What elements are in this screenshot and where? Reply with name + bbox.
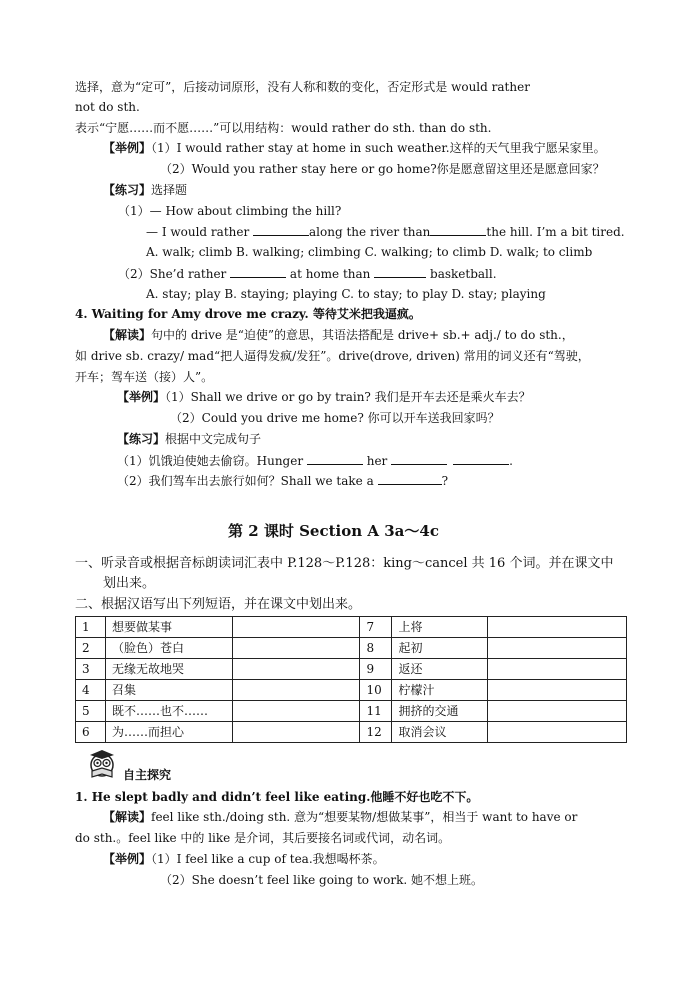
options-line: A. walk; climb B. walking; climbing C. walking; to climb D. walk; to climb bbox=[146, 245, 593, 259]
example-text: （1）Shall we drive or go by train? 我们是开车去还是乘火车去？ bbox=[165, 390, 531, 404]
answer-cell[interactable] bbox=[488, 680, 627, 701]
row-number: 9 bbox=[360, 659, 392, 680]
answer-blank[interactable] bbox=[391, 452, 447, 465]
q-text: （2）我们驾车出去旅行如何？Shall we take a bbox=[117, 474, 378, 488]
row-number: 4 bbox=[76, 680, 106, 701]
lesson-heading: 第 2 课时 Section A 3a～4c bbox=[228, 522, 439, 540]
phrase-chinese: 起初 bbox=[392, 638, 488, 659]
q-text: at home than bbox=[286, 267, 375, 281]
explanation-line: 如 drive sb. crazy/ mad“把人逼得发疯/发狂”。drive(drove, driven) 常用的词义还有“驾驶， bbox=[75, 349, 590, 363]
answer-cell[interactable] bbox=[232, 659, 360, 680]
task-line: 一、听录音或根据音标朗读词汇表中 P.128～P.128：king～cancel 共 16 个词。并在课文中 bbox=[75, 556, 614, 571]
row-number: 1 bbox=[76, 617, 106, 638]
phrase-chinese: 返还 bbox=[392, 659, 488, 680]
row-number: 7 bbox=[360, 617, 392, 638]
q-text: ? bbox=[441, 474, 448, 488]
phrase-chinese: （脸色）苍白 bbox=[105, 638, 232, 659]
practice-item bbox=[117, 452, 513, 469]
answer-cell[interactable] bbox=[488, 701, 627, 722]
explanation-text: 句中的 drive 是“迫使”的意思，其语法搭配是 drive+ sb.+ adj./ to do sth.， bbox=[151, 328, 574, 342]
row-number: 3 bbox=[76, 659, 106, 680]
row-number: 8 bbox=[360, 638, 392, 659]
section-label: 自主探究 bbox=[123, 768, 172, 782]
row-number: 5 bbox=[76, 701, 106, 722]
practice-item bbox=[117, 472, 448, 489]
answer-cell[interactable] bbox=[232, 638, 360, 659]
q-text: — I would rather bbox=[146, 225, 254, 239]
example-text: （1）I feel like a cup of tea.我想喝杯茶。 bbox=[151, 852, 385, 866]
row-number: 11 bbox=[360, 701, 392, 722]
question-line bbox=[146, 223, 625, 240]
row-number: 2 bbox=[76, 638, 106, 659]
phrase-chinese: 召集 bbox=[105, 680, 232, 701]
q-text: （2）She’d rather bbox=[118, 267, 231, 281]
answer-cell[interactable] bbox=[232, 701, 360, 722]
phrase-table bbox=[75, 616, 627, 743]
answer-blank[interactable] bbox=[430, 223, 486, 236]
example-line: （2）Could you drive me home? 你可以开车送我回家吗？ bbox=[170, 411, 500, 425]
example-line: （2）Would you rather stay here or go home?你是愿意留这里还是愿意回家？ bbox=[160, 162, 605, 176]
answer-blank[interactable] bbox=[230, 265, 286, 278]
phrase-chinese: 柠檬汁 bbox=[392, 680, 488, 701]
task-line: 划出来。 bbox=[103, 576, 156, 591]
example-line: （2）She doesn’t feel like going to work. 她不想上班。 bbox=[160, 873, 483, 887]
example-tag: 【举例】 bbox=[117, 390, 166, 404]
example-line bbox=[117, 389, 531, 405]
answer-blank[interactable] bbox=[378, 472, 442, 485]
example-line bbox=[103, 851, 385, 867]
phrase-chinese: 上将 bbox=[392, 617, 488, 638]
q-text: basketball. bbox=[426, 267, 497, 281]
phrase-chinese: 无缘无故地哭 bbox=[105, 659, 232, 680]
table-row bbox=[76, 659, 627, 680]
q-text: （1）饥饿迫使她去偷窃。Hunger bbox=[117, 454, 307, 468]
owl-reading-icon bbox=[86, 747, 118, 779]
answer-cell[interactable] bbox=[488, 722, 627, 743]
q-text: the hill. I’m a bit tired. bbox=[486, 225, 625, 239]
question-line bbox=[118, 265, 497, 282]
answer-blank[interactable] bbox=[453, 452, 509, 465]
practice-tag: 【练习】 bbox=[117, 432, 166, 446]
phrase-chinese: 取消会议 bbox=[392, 722, 488, 743]
text-line: 选择，意为“定可”，后接动词原形，没有人称和数的变化，否定形式是 would rather bbox=[75, 80, 530, 94]
phrase-chinese: 为……而担心 bbox=[105, 722, 232, 743]
example-text: （1）I would rather stay at home in such weather.这样的天气里我宁愿呆家里。 bbox=[151, 141, 606, 155]
explanation-text: feel like sth./doing sth. 意为“想要某物/想做某事”，相当于 want to have or bbox=[151, 810, 578, 824]
options-line: A. stay; play B. staying; playing C. to stay; to play D. stay; playing bbox=[146, 287, 546, 301]
q-text: her bbox=[362, 454, 392, 468]
answer-cell[interactable] bbox=[488, 638, 627, 659]
q-text: . bbox=[509, 454, 513, 468]
practice-line bbox=[103, 182, 187, 198]
answer-cell[interactable] bbox=[232, 680, 360, 701]
row-number: 12 bbox=[360, 722, 392, 743]
table-row bbox=[76, 701, 627, 722]
example-tag: 【举例】 bbox=[103, 852, 152, 866]
practice-line bbox=[117, 431, 261, 447]
answer-cell[interactable] bbox=[488, 617, 627, 638]
text-line: not do sth. bbox=[75, 100, 140, 114]
task-line: 二、根据汉语写出下列短语，并在课文中划出来。 bbox=[75, 597, 362, 612]
explanation-tag: 【解读】 bbox=[103, 810, 152, 824]
table-row bbox=[76, 680, 627, 701]
row-number: 10 bbox=[360, 680, 392, 701]
phrase-chinese: 想要做某事 bbox=[105, 617, 232, 638]
point-title: 4. Waiting for Amy drove me crazy. 等待艾米把我逼疯。 bbox=[75, 307, 421, 321]
explanation-line: 开车；驾车送（接）人”。 bbox=[75, 370, 214, 384]
row-number: 6 bbox=[76, 722, 106, 743]
example-tag: 【举例】 bbox=[103, 141, 152, 155]
table-row bbox=[76, 638, 627, 659]
table-row bbox=[76, 722, 627, 743]
explanation-line: do sth.。feel like 中的 like 是介词，其后要接名词或代词，动名词。 bbox=[75, 831, 451, 845]
table-row bbox=[76, 617, 627, 638]
practice-title: 根据中文完成句子 bbox=[165, 432, 262, 446]
explanation-line bbox=[103, 809, 577, 825]
answer-blank[interactable] bbox=[374, 265, 426, 278]
example-line bbox=[103, 140, 606, 156]
q-text: along the river than bbox=[309, 225, 431, 239]
explanation-line bbox=[103, 327, 574, 343]
answer-cell[interactable] bbox=[232, 617, 360, 638]
phrase-chinese: 拥挤的交通 bbox=[392, 701, 488, 722]
answer-cell[interactable] bbox=[488, 659, 627, 680]
practice-title: 选择题 bbox=[151, 183, 188, 197]
text-line: 表示“宁愿……而不愿……”可以用结构：would rather do sth. than do sth. bbox=[75, 121, 492, 135]
explanation-tag: 【解读】 bbox=[103, 328, 152, 342]
point-title: 1. He slept badly and didn’t feel like eating.他睡不好也吃不下。 bbox=[75, 790, 479, 804]
answer-blank[interactable] bbox=[253, 223, 309, 236]
question-line: （1）— How about climbing the hill? bbox=[118, 204, 342, 218]
answer-cell[interactable] bbox=[232, 722, 360, 743]
practice-tag: 【练习】 bbox=[103, 183, 152, 197]
answer-blank[interactable] bbox=[307, 452, 363, 465]
phrase-chinese: 既不……也不…… bbox=[105, 701, 232, 722]
